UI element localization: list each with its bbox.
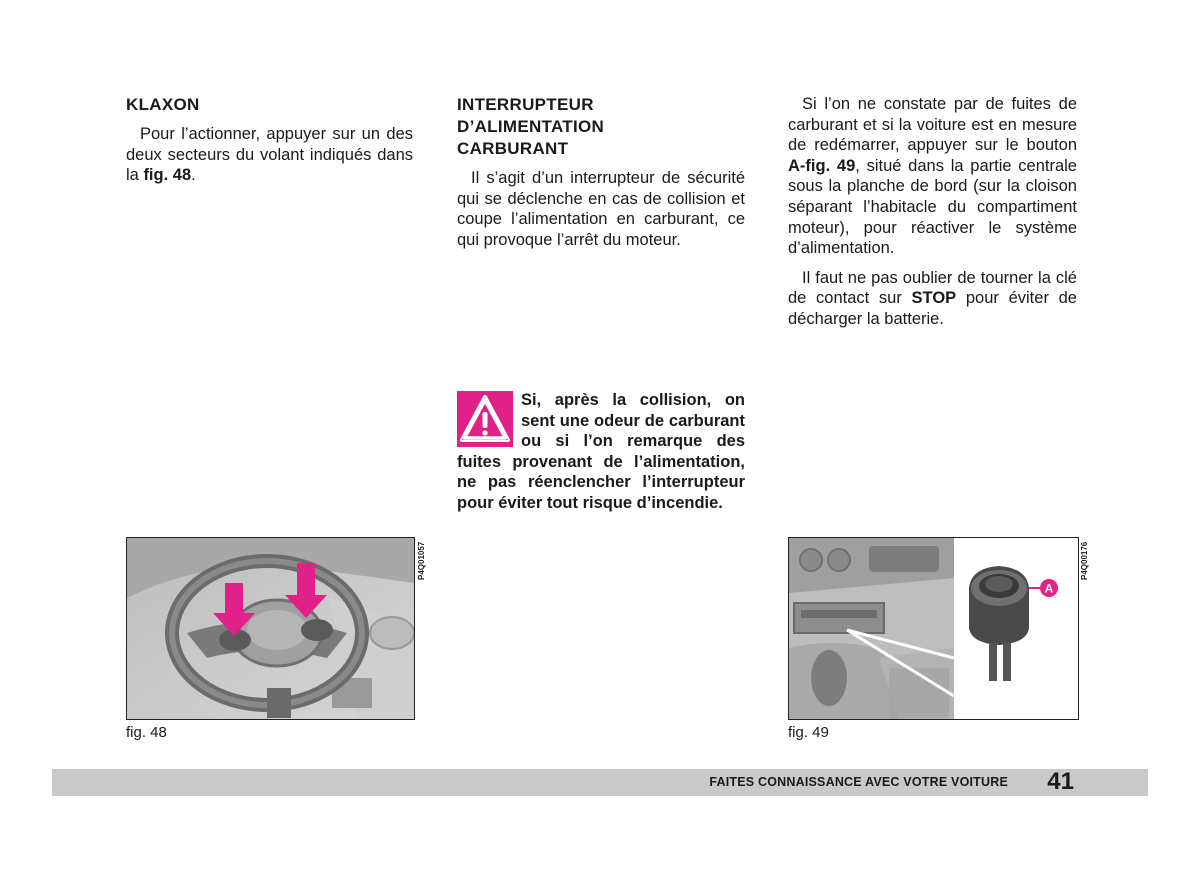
figure-49-fuel-switch: [788, 537, 1079, 720]
page-footer: [52, 769, 1148, 796]
footer-section-title: FAITES CONNAISSANCE AVEC VOTRE VOITURE: [709, 775, 1008, 789]
column-interrupteur: [457, 94, 745, 250]
paragraph-text: .: [191, 166, 196, 185]
figure-code: P4Q01057: [417, 541, 426, 580]
paragraph-text: Il faut ne pas oublier de tourner la clé de contact sur: [788, 268, 1077, 308]
figure-reference: A-fig. 49: [788, 156, 856, 175]
paragraph-text: , situé dans la partie centrale sous la planche de bord (sur la cloison séparant l’habitacle du compartiment moteur), pour réactiver le système d’alimentation.: [788, 156, 1077, 258]
stop-keyword: STOP: [911, 289, 957, 308]
paragraph-battery: [788, 268, 1077, 330]
warning-notice: [457, 390, 745, 514]
fuel-switch-illustration: [789, 538, 1078, 719]
paragraph-text: Si l’on ne constate par de fuites de carburant et si la voiture est en mesure de redémarrer, appuyer sur le bouton: [788, 95, 1077, 155]
paragraph-klaxon: [126, 124, 413, 186]
page-number: 41: [1047, 768, 1074, 795]
warning-triangle-icon: [457, 391, 513, 447]
heading-line: INTERRUPTEUR: [457, 95, 594, 114]
warning-text: Si, après la collision, on sent une odeur de carburant ou si l’on remarque des fuites provenant de l’alimentation, ne pas réenclencher l’interrupteur pour éviter tout risque d’incendie.: [457, 391, 745, 512]
figure-48-caption: fig. 48: [126, 724, 167, 741]
paragraph-interrupteur: Il s’agit d’un interrupteur de sécurité qui se déclenche en cas de collision et coupe l’alimentation en carburant, ce qui provoque l’arrêt du moteur.: [457, 169, 745, 249]
paragraph-text: pour éviter de décharger la batterie.: [788, 289, 1077, 328]
column-klaxon: [126, 94, 413, 186]
steering-wheel-illustration: [127, 538, 414, 719]
figure-49-caption: fig. 49: [788, 724, 829, 741]
paragraph-reactivation: [788, 94, 1077, 259]
figure-reference: fig. 48: [143, 166, 192, 185]
paragraph-text: Pour l’actionner, appuyer sur un des deux secteurs du volant indiqués dans la: [126, 125, 413, 185]
section-heading-klaxon: KLAXON: [126, 95, 200, 114]
figure-code: P4Q00176: [1080, 541, 1089, 580]
figure-48-steering-wheel: [126, 537, 415, 720]
heading-line: CARBURANT: [457, 139, 569, 158]
column-reactivation: [788, 94, 1077, 330]
callout-a-label: A: [1044, 581, 1054, 596]
section-heading-interrupteur: [457, 94, 745, 160]
heading-line: D’ALIMENTATION: [457, 117, 605, 136]
